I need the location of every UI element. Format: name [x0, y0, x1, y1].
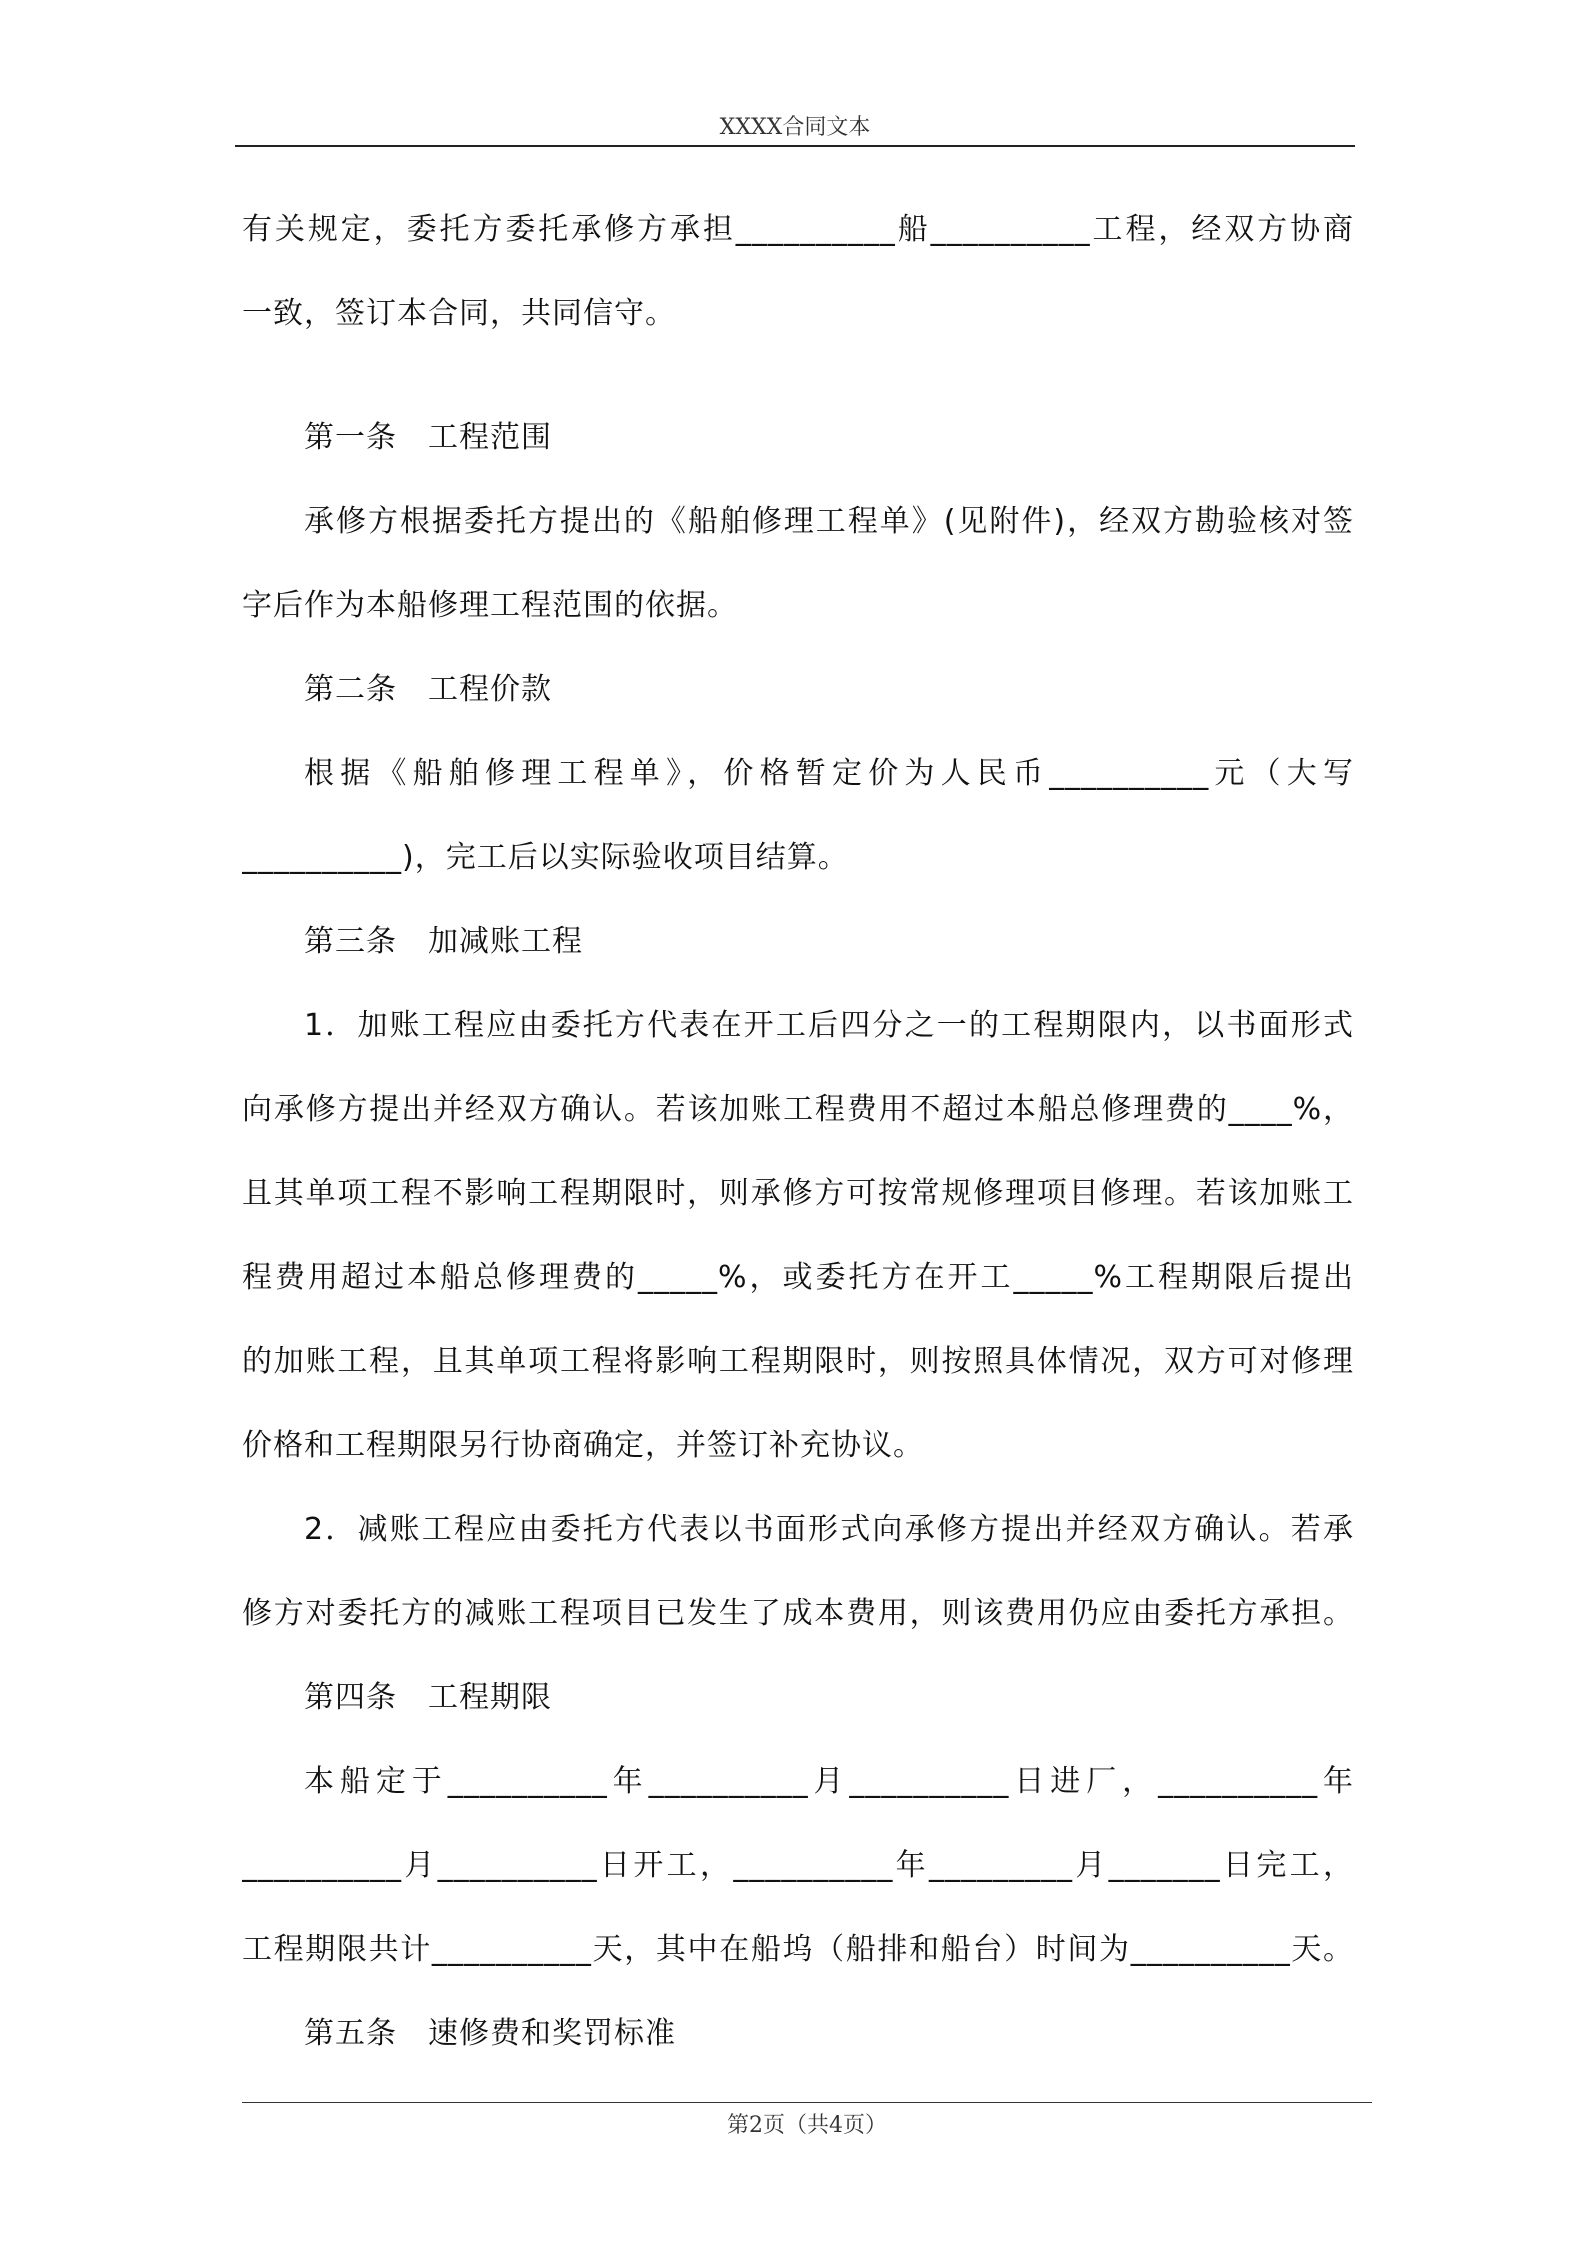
paragraph-line: 有关规定，委托方委托承修方承担__________船__________工程，经双方协商: [242, 212, 1354, 247]
contract-body: [242, 200, 1354, 2088]
paragraph-line: 本船定于__________年__________月__________日进厂，__________年: [304, 1764, 1354, 1799]
paragraph-line: __________月__________日开工，__________年_________月_______日完工，: [242, 1848, 1354, 1883]
footer-divider: [242, 2102, 1372, 2103]
article-heading: 第二条 工程价款: [304, 672, 552, 707]
paragraph-line: 承修方根据委托方提出的《船舶修理工程单》(见附件)，经双方勘验核对签: [304, 504, 1354, 539]
paragraph-line: 一致，签订本合同，共同信守。: [242, 296, 676, 331]
header-divider: [235, 145, 1355, 147]
paragraph-line: 2．减账工程应由委托方代表以书面形式向承修方提出并经双方确认。若承: [304, 1512, 1354, 1547]
page-header-title: XXXX合同文本: [719, 115, 871, 140]
article-heading: 第一条 工程范围: [304, 420, 552, 455]
article-heading: 第五条 速修费和奖罚标准: [304, 2016, 676, 2051]
paragraph-line: 向承修方提出并经双方确认。若该加账工程费用不超过本船总修理费的____%，: [242, 1092, 1354, 1127]
paragraph-line: 字后作为本船修理工程范围的依据。: [242, 588, 738, 623]
paragraph-line: 1．加账工程应由委托方代表在开工后四分之一的工程期限内，以书面形式: [304, 1008, 1354, 1043]
paragraph-line: __________)，完工后以实际验收项目结算。: [242, 840, 849, 875]
paragraph-line: 修方对委托方的减账工程项目已发生了成本费用，则该费用仍应由委托方承担。: [242, 1596, 1354, 1631]
paragraph-line: 程费用超过本船总修理费的_____%，或委托方在开工_____%工程期限后提出: [242, 1260, 1354, 1295]
paragraph-gap: [242, 368, 1354, 408]
paragraph-line: 且其单项工程不影响工程期限时，则承修方可按常规修理项目修理。若该加账工: [242, 1176, 1354, 1211]
paragraph-line: 的加账工程，且其单项工程将影响工程期限时，则按照具体情况，双方可对修理: [242, 1344, 1354, 1379]
paragraph-line: 价格和工程期限另行协商确定，并签订补充协议。: [242, 1428, 924, 1463]
paragraph-line: 工程期限共计__________天，其中在船坞（船排和船台）时间为__________天。: [242, 1932, 1354, 1967]
article-heading: 第四条 工程期限: [304, 1680, 552, 1715]
paragraph-line: 根据《船舶修理工程单》，价格暂定价为人民币__________元（大写: [304, 756, 1354, 791]
page-number: 第2页（共4页）: [727, 2113, 887, 2138]
article-heading: 第三条 加减账工程: [304, 924, 583, 959]
